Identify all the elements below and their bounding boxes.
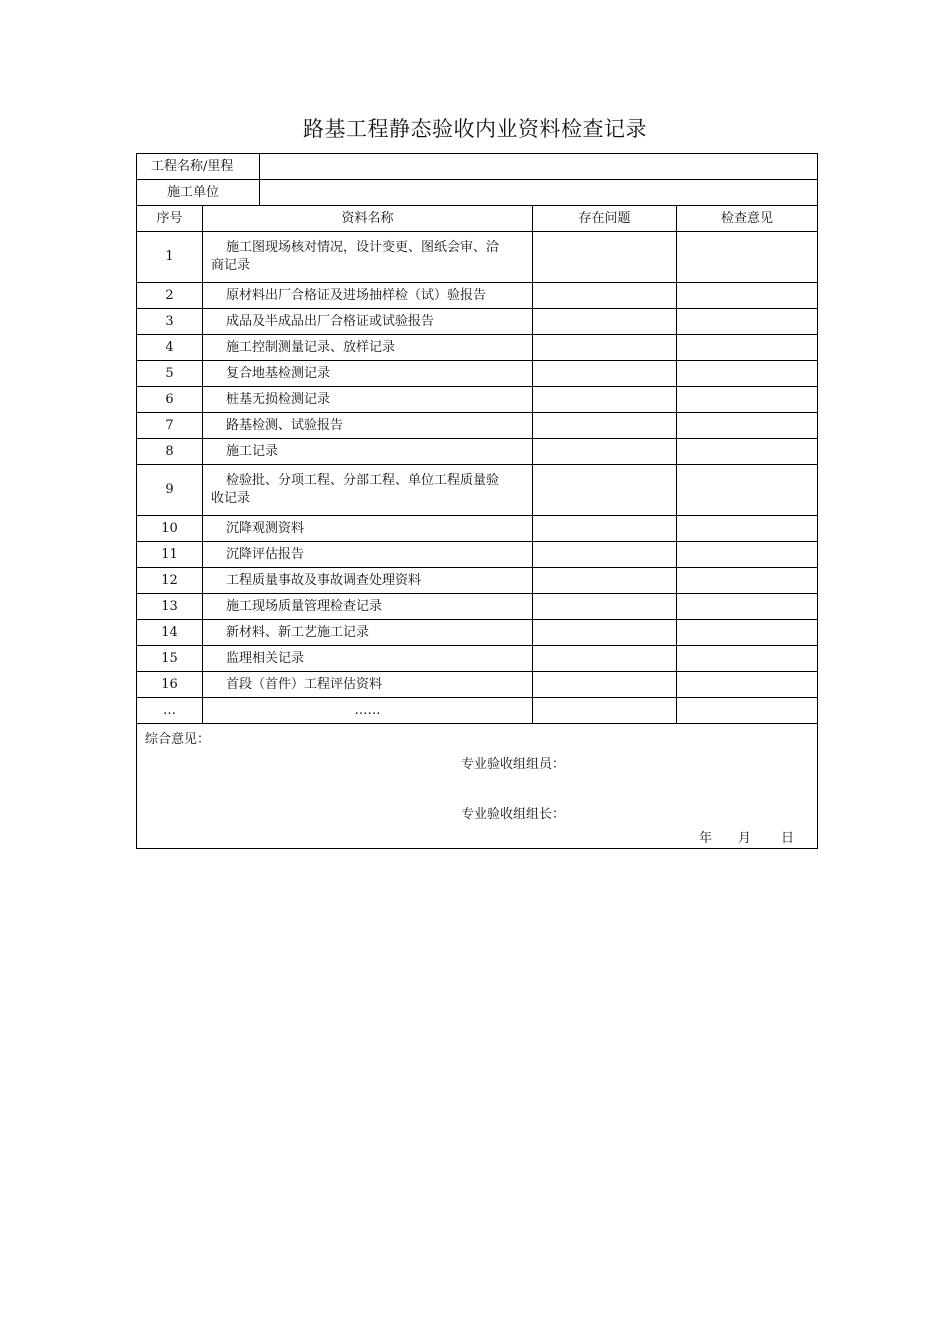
- row-opinion-cell[interactable]: [677, 542, 818, 568]
- row-issue-cell[interactable]: [533, 387, 677, 413]
- row-no: 8: [137, 439, 203, 465]
- row-opinion-cell[interactable]: [677, 232, 818, 283]
- row-opinion-cell[interactable]: [677, 335, 818, 361]
- table-row: [137, 335, 818, 361]
- date-line: [699, 830, 794, 848]
- day-label: 日: [781, 831, 795, 846]
- ellipsis-issue-cell[interactable]: [533, 698, 677, 724]
- table-row: [137, 672, 818, 698]
- project-value-field[interactable]: [260, 154, 818, 180]
- row-opinion-cell[interactable]: [677, 413, 818, 439]
- unit-value-field[interactable]: [260, 180, 818, 206]
- row-opinion-cell[interactable]: [677, 361, 818, 387]
- table-row: [137, 646, 818, 672]
- row-issue-cell[interactable]: [533, 439, 677, 465]
- ellipsis-no: …: [137, 698, 203, 724]
- row-no: 15: [137, 646, 203, 672]
- row-name-line1: 工程质量事故及事故调查处理资料: [226, 572, 422, 588]
- table-row: [137, 283, 818, 309]
- row-no: 16: [137, 672, 203, 698]
- row-issue-cell[interactable]: [533, 465, 677, 516]
- row-name-line1: 复合地基检测记录: [226, 365, 331, 381]
- inspection-form-table: [136, 153, 818, 849]
- row-name-line1: 检验批、分项工程、分部工程、单位工程质量验: [226, 473, 500, 488]
- project-label: 工程名称/里程: [137, 154, 260, 180]
- row-name-line1: 沉降评估报告: [226, 546, 305, 562]
- table-row: [137, 594, 818, 620]
- row-document-name: [203, 335, 533, 361]
- row-opinion-cell[interactable]: [677, 620, 818, 646]
- row-issue-cell[interactable]: [533, 568, 677, 594]
- ellipsis-row: [137, 698, 818, 724]
- row-document-name: [203, 361, 533, 387]
- row-name-line1: 桩基无损检测记录: [226, 391, 331, 407]
- page-title: 路基工程静态验收内业资料检查记录: [303, 117, 647, 141]
- row-issue-cell[interactable]: [533, 309, 677, 335]
- row-document-name: [203, 516, 533, 542]
- table-row: [137, 361, 818, 387]
- table-row: [137, 232, 818, 283]
- row-no: 11: [137, 542, 203, 568]
- table-row: [137, 439, 818, 465]
- leader-signature-label: 专业验收组组长：: [461, 807, 566, 822]
- row-name-line1: 原材料出厂合格证及进场抽样检（试）验报告: [226, 287, 487, 303]
- row-no: 3: [137, 309, 203, 335]
- row-name-line1: 新材料、新工艺施工记录: [226, 624, 370, 640]
- table-row: [137, 309, 818, 335]
- project-row: [137, 154, 818, 180]
- row-document-name: [203, 439, 533, 465]
- row-opinion-cell[interactable]: [677, 387, 818, 413]
- row-no: 13: [137, 594, 203, 620]
- row-name-line1: 路基检测、试验报告: [226, 417, 344, 433]
- row-no: 2: [137, 283, 203, 309]
- row-no: 10: [137, 516, 203, 542]
- row-no: 1: [137, 232, 203, 283]
- table-row: [137, 542, 818, 568]
- row-document-name: [203, 465, 533, 516]
- row-name-line1: 成品及半成品出厂合格证或试验报告: [226, 313, 435, 329]
- ellipsis-opinion-cell[interactable]: [677, 698, 818, 724]
- row-issue-cell[interactable]: [533, 672, 677, 698]
- member-signature-label: 专业验收组组员：: [461, 757, 566, 772]
- header-row: [137, 206, 818, 232]
- year-label: 年: [699, 831, 713, 846]
- row-opinion-cell[interactable]: [677, 672, 818, 698]
- row-document-name: [203, 594, 533, 620]
- row-issue-cell[interactable]: [533, 594, 677, 620]
- row-document-name: [203, 232, 533, 283]
- row-name-line2: 商记录: [211, 258, 251, 273]
- row-name-line2: 收记录: [211, 491, 251, 506]
- row-document-name: [203, 646, 533, 672]
- row-issue-cell[interactable]: [533, 542, 677, 568]
- row-document-name: [203, 620, 533, 646]
- row-document-name: [203, 283, 533, 309]
- row-issue-cell[interactable]: [533, 283, 677, 309]
- row-name-line1: 施工图现场核对情况，设计变更、图纸会审、洽: [226, 240, 500, 255]
- row-opinion-cell[interactable]: [677, 439, 818, 465]
- row-issue-cell[interactable]: [533, 413, 677, 439]
- row-name-line1: 沉降观测资料: [226, 520, 305, 536]
- row-no: 12: [137, 568, 203, 594]
- row-no: 14: [137, 620, 203, 646]
- row-issue-cell[interactable]: [533, 516, 677, 542]
- row-opinion-cell[interactable]: [677, 594, 818, 620]
- row-name-line1: 施工记录: [226, 443, 279, 459]
- table-row: [137, 516, 818, 542]
- header-no: 序号: [137, 206, 203, 232]
- row-opinion-cell[interactable]: [677, 516, 818, 542]
- header-issue: 存在问题: [533, 206, 677, 232]
- unit-label: 施工单位: [137, 180, 260, 206]
- table-row: [137, 568, 818, 594]
- table-row: [137, 465, 818, 516]
- row-name-line1: 监理相关记录: [226, 650, 305, 666]
- summary-label: 综合意见：: [145, 732, 211, 747]
- table-row: [137, 413, 818, 439]
- header-name: 资料名称: [203, 206, 533, 232]
- row-issue-cell[interactable]: [533, 646, 677, 672]
- table-row: [137, 387, 818, 413]
- row-issue-cell[interactable]: [533, 620, 677, 646]
- row-document-name: [203, 387, 533, 413]
- row-issue-cell[interactable]: [533, 361, 677, 387]
- row-opinion-cell[interactable]: [677, 309, 818, 335]
- row-no: 4: [137, 335, 203, 361]
- row-document-name: [203, 672, 533, 698]
- header-opinion: 检查意见: [677, 206, 818, 232]
- row-issue-cell[interactable]: [533, 335, 677, 361]
- summary-row: [137, 724, 818, 849]
- row-document-name: [203, 309, 533, 335]
- row-no: 6: [137, 387, 203, 413]
- table-row: [137, 620, 818, 646]
- row-opinion-cell[interactable]: [677, 465, 818, 516]
- row-document-name: [203, 568, 533, 594]
- row-opinion-cell[interactable]: [677, 283, 818, 309]
- ellipsis-name: ……: [203, 698, 533, 724]
- row-document-name: [203, 413, 533, 439]
- row-name-line1: 首段（首件）工程评估资料: [226, 676, 383, 692]
- row-opinion-cell[interactable]: [677, 568, 818, 594]
- month-label: 月: [738, 831, 752, 846]
- summary-cell[interactable]: [137, 724, 818, 849]
- row-opinion-cell[interactable]: [677, 646, 818, 672]
- row-no: 5: [137, 361, 203, 387]
- row-name-line1: 施工控制测量记录、放样记录: [226, 339, 396, 355]
- row-document-name: [203, 542, 533, 568]
- unit-row: [137, 180, 818, 206]
- row-no: 9: [137, 465, 203, 516]
- row-name-line1: 施工现场质量管理检查记录: [226, 598, 383, 614]
- row-no: 7: [137, 413, 203, 439]
- row-issue-cell[interactable]: [533, 232, 677, 283]
